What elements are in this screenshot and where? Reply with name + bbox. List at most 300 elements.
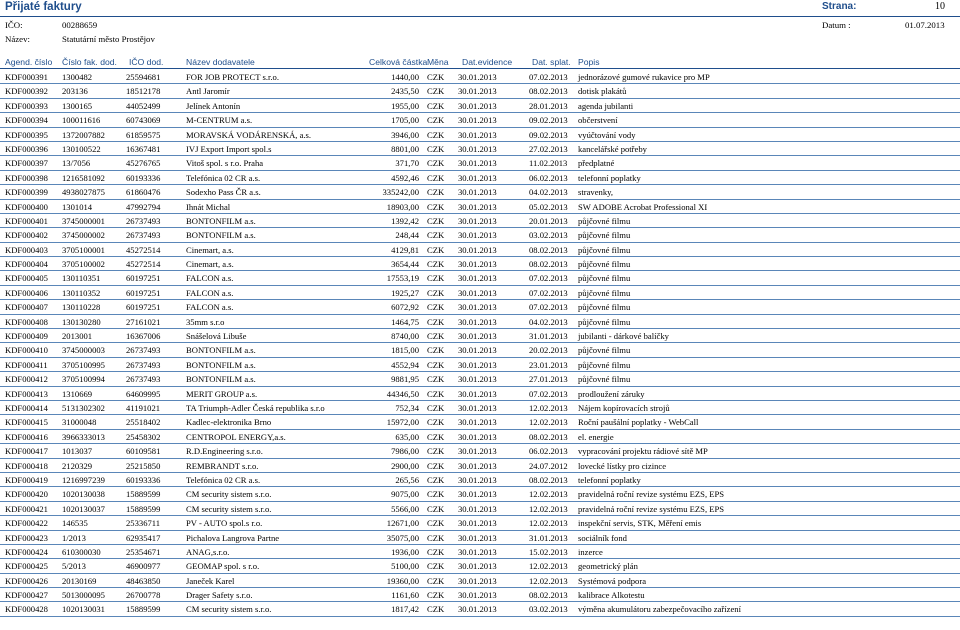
cell-evid: 30.01.2013 — [458, 388, 497, 399]
cell-cislo: 1301014 — [62, 201, 93, 212]
cell-cislo: 13/7056 — [62, 158, 91, 169]
cell-splat: 12.02.2013 — [529, 561, 568, 572]
cell-evid: 30.01.2013 — [458, 417, 497, 428]
date-label: Datum : — [822, 20, 851, 30]
table-row — [0, 473, 960, 487]
cell-castka: 6072,92 — [391, 302, 419, 313]
col-header-cislo: Číslo fak. dod. — [62, 57, 117, 67]
cell-splat: 12.02.2013 — [529, 417, 568, 428]
cell-cislo: 3705100995 — [62, 359, 105, 370]
cell-popis: telefonní poplatky — [578, 474, 641, 485]
cell-evid: 30.01.2013 — [458, 244, 497, 255]
table-row — [0, 315, 960, 329]
table-row — [0, 358, 960, 372]
cell-evid: 30.01.2013 — [458, 359, 497, 370]
cell-evid: 30.01.2013 — [458, 331, 497, 342]
cell-castka: 4552,94 — [391, 359, 419, 370]
table-row — [0, 142, 960, 156]
cell-cislo: 1020130031 — [62, 604, 105, 615]
cell-mena: CZK — [427, 172, 445, 183]
cell-popis: půjčovné filmu — [578, 302, 631, 313]
cell-nazev: BONTONFILM a.s. — [186, 345, 256, 356]
cell-castka: 1440,00 — [391, 72, 419, 82]
table-row — [0, 545, 960, 559]
cell-evid: 30.01.2013 — [458, 201, 497, 212]
table-row — [0, 459, 960, 473]
cell-popis: Nájem kopírovacích strojů — [578, 402, 670, 413]
cell-mena: CZK — [427, 388, 445, 399]
cell-splat: 04.02.2013 — [529, 187, 568, 198]
cell-agenda: KDF000404 — [5, 259, 48, 270]
cell-agenda: KDF000427 — [5, 590, 48, 601]
col-header-agenda: Agend. číslo — [5, 57, 53, 67]
cell-popis: půjčovné filmu — [578, 345, 631, 356]
cell-mena: CZK — [427, 532, 445, 543]
cell-ico: 60743069 — [126, 115, 161, 126]
cell-mena: CZK — [427, 489, 445, 500]
cell-popis: prodloužení záruky — [578, 388, 645, 399]
table-row — [0, 531, 960, 545]
cell-nazev: Vitoš spol. s r.o. Praha — [186, 158, 264, 169]
cell-agenda: KDF000408 — [5, 316, 48, 327]
cell-popis: SW ADOBE Acrobat Professional XI — [578, 201, 708, 212]
cell-mena: CZK — [427, 86, 445, 97]
cell-mena: CZK — [427, 143, 445, 154]
cell-evid: 30.01.2013 — [458, 503, 497, 514]
table-row — [0, 588, 960, 602]
cell-nazev: TA Triumph-Adler Česká republika s.r.o — [186, 402, 325, 413]
cell-popis: kalibrace Alkotestu — [578, 590, 645, 601]
cell-evid: 30.01.2013 — [458, 446, 497, 457]
cell-cislo: 31000048 — [62, 417, 97, 428]
cell-agenda: KDF000393 — [5, 100, 48, 111]
cell-cislo: 1300165 — [62, 100, 93, 111]
cell-nazev: Telefónica 02 CR a.s. — [186, 172, 261, 183]
cell-nazev: ANAG,s.r.o. — [186, 546, 230, 557]
cell-castka: 5566,00 — [391, 503, 419, 514]
cell-splat: 08.02.2013 — [529, 244, 568, 255]
table-row — [0, 99, 960, 113]
cell-agenda: KDF000398 — [5, 172, 48, 183]
cell-evid: 30.01.2013 — [458, 273, 497, 284]
cell-evid: 30.01.2013 — [458, 604, 497, 615]
cell-nazev: Sodexho Pass ČR a.s. — [186, 187, 261, 198]
cell-popis: půjčovné filmu — [578, 374, 631, 385]
cell-ico: 60193336 — [126, 172, 161, 183]
cell-evid: 30.01.2013 — [458, 345, 497, 356]
cell-ico: 25336711 — [126, 518, 161, 529]
cell-cislo: 5131302302 — [62, 402, 105, 413]
page-number: 10 — [935, 1, 945, 12]
cell-cislo: 20130169 — [62, 575, 97, 586]
cell-nazev: FALCON a.s. — [186, 302, 234, 313]
cell-castka: 15972,00 — [386, 417, 419, 428]
cell-castka: 1392,42 — [391, 215, 419, 226]
cell-ico: 26737493 — [126, 359, 161, 370]
cell-cislo: 1/2013 — [62, 532, 86, 543]
cell-castka: 4129,81 — [391, 244, 419, 255]
cell-popis: geometrický plán — [578, 561, 638, 572]
cell-mena: CZK — [427, 100, 445, 111]
table-row — [0, 171, 960, 185]
cell-agenda: KDF000406 — [5, 287, 48, 298]
cell-splat: 27.02.2013 — [529, 143, 568, 154]
cell-evid: 30.01.2013 — [458, 100, 497, 111]
cell-cislo: 203136 — [62, 86, 88, 97]
name-value: Statutární město Prostějov — [62, 34, 155, 44]
cell-mena: CZK — [427, 590, 445, 601]
table-row — [0, 502, 960, 516]
cell-nazev: BONTONFILM a.s. — [186, 374, 256, 385]
cell-nazev: Pichalova Langrova Partne — [186, 532, 280, 543]
cell-nazev: Snášelová Libuše — [186, 331, 247, 342]
cell-splat: 08.02.2013 — [529, 431, 568, 442]
cell-splat: 06.02.2013 — [529, 446, 568, 457]
cell-cislo: 130110228 — [62, 302, 101, 313]
cell-ico: 47992794 — [126, 201, 161, 212]
cell-castka: 1815,00 — [391, 345, 419, 356]
cell-castka: 17553,19 — [386, 273, 419, 284]
cell-splat: 07.02.2013 — [529, 273, 568, 284]
cell-castka: 371,70 — [395, 158, 419, 169]
cell-castka: 12671,00 — [386, 518, 419, 529]
cell-cislo: 1216581092 — [62, 172, 105, 183]
cell-mena: CZK — [427, 259, 445, 270]
cell-castka: 8740,00 — [391, 331, 419, 342]
cell-cislo: 100011616 — [62, 115, 101, 126]
cell-mena: CZK — [427, 187, 445, 198]
cell-agenda: KDF000395 — [5, 129, 48, 140]
col-header-splat: Dat. splat. — [532, 57, 571, 67]
cell-mena: CZK — [427, 575, 445, 586]
cell-splat: 24.07.2012 — [529, 460, 568, 471]
cell-ico: 44052499 — [126, 100, 161, 111]
cell-castka: 635,00 — [395, 431, 419, 442]
cell-mena: CZK — [427, 273, 445, 284]
cell-splat: 12.02.2013 — [529, 518, 568, 529]
cell-castka: 2900,00 — [391, 460, 419, 471]
cell-agenda: KDF000419 — [5, 474, 48, 485]
cell-agenda: KDF000399 — [5, 187, 48, 198]
cell-popis: lovecké lístky pro cizince — [578, 460, 667, 471]
table-row — [0, 401, 960, 415]
cell-splat: 23.01.2013 — [529, 359, 568, 370]
cell-ico: 60197251 — [126, 273, 161, 284]
cell-popis: půjčovné filmu — [578, 273, 631, 284]
cell-nazev: PV - AUTO spol.s r.o. — [186, 518, 263, 529]
cell-agenda: KDF000426 — [5, 575, 48, 586]
cell-cislo: 130100522 — [62, 143, 101, 154]
cell-nazev: Cinemart, a.s. — [186, 244, 234, 255]
cell-ico: 60197251 — [126, 287, 161, 298]
cell-ico: 26737493 — [126, 345, 161, 356]
cell-agenda: KDF000405 — [5, 273, 48, 284]
cell-ico: 18512178 — [126, 86, 161, 97]
table-row — [0, 156, 960, 170]
cell-agenda: KDF000424 — [5, 546, 48, 557]
cell-popis: půjčovné filmu — [578, 259, 631, 270]
cell-evid: 30.01.2013 — [458, 460, 497, 471]
cell-cislo: 130130280 — [62, 316, 101, 327]
cell-agenda: KDF000423 — [5, 532, 48, 543]
cell-nazev: Drager Safety s.r.o. — [186, 590, 253, 601]
cell-agenda: KDF000420 — [5, 489, 48, 500]
cell-popis: pravidelná roční revize systému EZS, EPS — [578, 503, 725, 514]
cell-popis: vypracování projektu rádiové sítě MP — [578, 446, 708, 457]
cell-popis: výměna akumulátoru zabezpečovacího zařízení — [578, 604, 741, 615]
name-label: Název: — [5, 34, 30, 44]
cell-nazev: BONTONFILM a.s. — [186, 230, 256, 241]
cell-cislo: 1020130037 — [62, 503, 105, 514]
cell-splat: 08.02.2013 — [529, 259, 568, 270]
cell-agenda: KDF000421 — [5, 503, 48, 514]
cell-mena: CZK — [427, 331, 445, 342]
table-row — [0, 214, 960, 228]
cell-ico: 26737493 — [126, 215, 161, 226]
cell-cislo: 3745000001 — [62, 215, 105, 226]
cell-ico: 25458302 — [126, 431, 161, 442]
cell-ico: 61860476 — [126, 187, 161, 198]
cell-evid: 30.01.2013 — [458, 402, 497, 413]
cell-nazev: M-CENTRUM a.s. — [186, 115, 253, 126]
cell-agenda: KDF000422 — [5, 518, 48, 529]
cell-evid: 30.01.2013 — [458, 172, 497, 183]
cell-mena: CZK — [427, 374, 445, 385]
cell-ico: 25594681 — [126, 72, 161, 82]
cell-splat: 03.02.2013 — [529, 604, 568, 615]
cell-ico: 26700778 — [126, 590, 161, 601]
cell-agenda: KDF000412 — [5, 374, 48, 385]
cell-mena: CZK — [427, 287, 445, 298]
cell-cislo: 610300030 — [62, 546, 101, 557]
cell-mena: CZK — [427, 72, 445, 82]
cell-cislo: 3966333013 — [62, 431, 105, 442]
cell-agenda: KDF000394 — [5, 115, 48, 126]
cell-castka: 19360,00 — [386, 575, 419, 586]
cell-ico: 45272514 — [126, 259, 161, 270]
cell-splat: 08.02.2013 — [529, 86, 568, 97]
cell-nazev: Telefónica 02 CR a.s. — [186, 474, 261, 485]
cell-nazev: Cinemart, a.s. — [186, 259, 234, 270]
cell-nazev: CENTROPOL ENERGY,a.s. — [186, 431, 286, 442]
cell-nazev: IVJ Export Import spol.s — [186, 143, 272, 154]
cell-popis: dotisk plakátů — [578, 86, 627, 97]
cell-nazev: 35mm s.r.o — [186, 316, 225, 327]
cell-cislo: 130110351 — [62, 273, 101, 284]
table-row — [0, 329, 960, 343]
cell-agenda: KDF000425 — [5, 561, 48, 572]
cell-ico: 15889599 — [126, 604, 161, 615]
table-row — [0, 372, 960, 386]
cell-cislo: 3745000002 — [62, 230, 105, 241]
table-row — [0, 559, 960, 573]
cell-popis: kancelářské potřeby — [578, 143, 647, 154]
cell-splat: 07.02.2013 — [529, 287, 568, 298]
cell-splat: 09.02.2013 — [529, 115, 568, 126]
cell-ico: 48463850 — [126, 575, 161, 586]
cell-nazev: Jelínek Antonín — [186, 100, 241, 111]
cell-ico: 25215850 — [126, 460, 161, 471]
cell-popis: pravidelná roční revize systému EZS, EPS — [578, 489, 725, 500]
cell-cislo: 3705100002 — [62, 259, 105, 270]
cell-ico: 60109581 — [126, 446, 161, 457]
cell-castka: 3946,00 — [391, 129, 419, 140]
cell-agenda: KDF000396 — [5, 143, 48, 154]
cell-castka: 335242,00 — [382, 187, 419, 198]
cell-ico: 16367006 — [126, 331, 161, 342]
cell-nazev: CM security sistem s.r.o. — [186, 604, 272, 615]
cell-cislo: 1216997239 — [62, 474, 105, 485]
cell-nazev: BONTONFILM a.s. — [186, 215, 256, 226]
cell-mena: CZK — [427, 446, 445, 457]
cell-popis: sociálník fond — [578, 532, 627, 543]
cell-ico: 46900977 — [126, 561, 161, 572]
cell-castka: 4592,46 — [391, 172, 419, 183]
table-row — [0, 387, 960, 401]
cell-nazev: R.D.Engineering s.r.o. — [186, 446, 263, 457]
cell-mena: CZK — [427, 561, 445, 572]
cell-mena: CZK — [427, 503, 445, 514]
cell-nazev: FOR JOB PROTECT s.r.o. — [186, 72, 279, 82]
cell-mena: CZK — [427, 316, 445, 327]
cell-splat: 07.02.2013 — [529, 72, 568, 82]
cell-agenda: KDF000409 — [5, 331, 48, 342]
cell-popis: stravenky, — [578, 187, 613, 198]
cell-ico: 60197251 — [126, 302, 161, 313]
cell-nazev: MORAVSKÁ VODÁRENSKÁ, a.s. — [186, 129, 312, 140]
cell-cislo: 4938027875 — [62, 187, 105, 198]
cell-ico: 15889599 — [126, 503, 161, 514]
cell-ico: 60193336 — [126, 474, 161, 485]
cell-agenda: KDF000397 — [5, 158, 48, 169]
col-header-mena: Měna — [427, 57, 449, 67]
cell-ico: 16367481 — [126, 143, 161, 154]
cell-nazev: REMBRANDT s.r.o. — [186, 460, 259, 471]
cell-splat: 03.02.2013 — [529, 230, 568, 241]
cell-nazev: Kadlec-elektronika Brno — [186, 417, 272, 428]
cell-castka: 1817,42 — [391, 604, 419, 615]
cell-splat: 12.02.2013 — [529, 575, 568, 586]
cell-splat: 20.02.2013 — [529, 345, 568, 356]
cell-mena: CZK — [427, 244, 445, 255]
col-header-evid: Dat.evidence — [462, 57, 513, 67]
table-row — [0, 343, 960, 357]
cell-evid: 30.01.2013 — [458, 489, 497, 500]
cell-evid: 30.01.2013 — [458, 302, 497, 313]
cell-nazev: BONTONFILM a.s. — [186, 359, 256, 370]
header-divider — [0, 16, 960, 17]
cell-evid: 30.01.2013 — [458, 374, 497, 385]
table-row — [0, 444, 960, 458]
column-header-divider — [0, 68, 960, 69]
cell-mena: CZK — [427, 129, 445, 140]
cell-nazev: FALCON a.s. — [186, 287, 234, 298]
cell-ico: 45276765 — [126, 158, 161, 169]
cell-agenda: KDF000416 — [5, 431, 48, 442]
cell-popis: půjčovné filmu — [578, 244, 631, 255]
cell-ico: 26737493 — [126, 230, 161, 241]
cell-cislo: 3705100001 — [62, 244, 105, 255]
cell-evid: 30.01.2013 — [458, 230, 497, 241]
cell-popis: vyúčtování vody — [578, 129, 636, 140]
cell-ico: 27161021 — [126, 316, 161, 327]
cell-castka: 35075,00 — [386, 532, 419, 543]
cell-splat: 15.02.2013 — [529, 546, 568, 557]
cell-mena: CZK — [427, 345, 445, 356]
cell-evid: 30.01.2013 — [458, 86, 497, 97]
cell-castka: 44346,50 — [386, 388, 419, 399]
cell-nazev: Ihnát Michal — [186, 201, 231, 212]
cell-mena: CZK — [427, 359, 445, 370]
cell-cislo: 5013000095 — [62, 590, 105, 601]
cell-splat: 12.02.2013 — [529, 402, 568, 413]
cell-cislo: 3745000003 — [62, 345, 105, 356]
cell-castka: 1936,00 — [391, 546, 419, 557]
cell-popis: předplatné — [578, 158, 615, 169]
table-row — [0, 243, 960, 257]
cell-splat: 12.02.2013 — [529, 489, 568, 500]
cell-evid: 30.01.2013 — [458, 287, 497, 298]
column-header-row — [0, 57, 960, 68]
cell-ico: 26737493 — [126, 374, 161, 385]
cell-cislo: 1013037 — [62, 446, 93, 457]
cell-evid: 30.01.2013 — [458, 590, 497, 601]
cell-nazev: Antl Jaromír — [186, 86, 230, 97]
cell-splat: 31.01.2013 — [529, 331, 568, 342]
cell-popis: inspekční servis, STK, Měření emis — [578, 518, 702, 529]
cell-evid: 30.01.2013 — [458, 561, 497, 572]
cell-cislo: 3705100994 — [62, 374, 105, 385]
cell-splat: 07.02.2013 — [529, 302, 568, 313]
date-value: 01.07.2013 — [905, 20, 945, 30]
cell-evid: 30.01.2013 — [458, 575, 497, 586]
cell-splat: 20.01.2013 — [529, 215, 568, 226]
table-row — [0, 228, 960, 242]
cell-cislo: 1020130038 — [62, 489, 105, 500]
cell-castka: 5100,00 — [391, 561, 419, 572]
table-row — [0, 487, 960, 501]
cell-nazev: GEOMAP spol. s r.o. — [186, 561, 260, 572]
cell-agenda: KDF000417 — [5, 446, 48, 457]
table-row — [0, 70, 960, 84]
cell-evid: 30.01.2013 — [458, 431, 497, 442]
cell-agenda: KDF000411 — [5, 359, 48, 370]
cell-mena: CZK — [427, 201, 445, 212]
cell-castka: 7986,00 — [391, 446, 419, 457]
cell-mena: CZK — [427, 604, 445, 615]
cell-cislo: 130110352 — [62, 287, 101, 298]
cell-agenda: KDF000413 — [5, 388, 48, 399]
cell-evid: 30.01.2013 — [458, 259, 497, 270]
cell-splat: 08.02.2013 — [529, 590, 568, 601]
cell-cislo: 2120329 — [62, 460, 93, 471]
cell-ico: 61859575 — [126, 129, 161, 140]
cell-mena: CZK — [427, 431, 445, 442]
cell-nazev: CM security sistem s.r.o. — [186, 503, 272, 514]
cell-mena: CZK — [427, 230, 445, 241]
cell-splat: 28.01.2013 — [529, 100, 568, 111]
cell-agenda: KDF000418 — [5, 460, 48, 471]
cell-mena: CZK — [427, 417, 445, 428]
cell-ico: 64609995 — [126, 388, 161, 399]
cell-castka: 248,44 — [395, 230, 419, 241]
table-row — [0, 286, 960, 300]
cell-ico: 15889599 — [126, 489, 161, 500]
table-row — [0, 430, 960, 444]
cell-evid: 30.01.2013 — [458, 158, 497, 169]
cell-nazev: MERIT GROUP a.s. — [186, 388, 258, 399]
cell-popis: půjčovné filmu — [578, 316, 631, 327]
